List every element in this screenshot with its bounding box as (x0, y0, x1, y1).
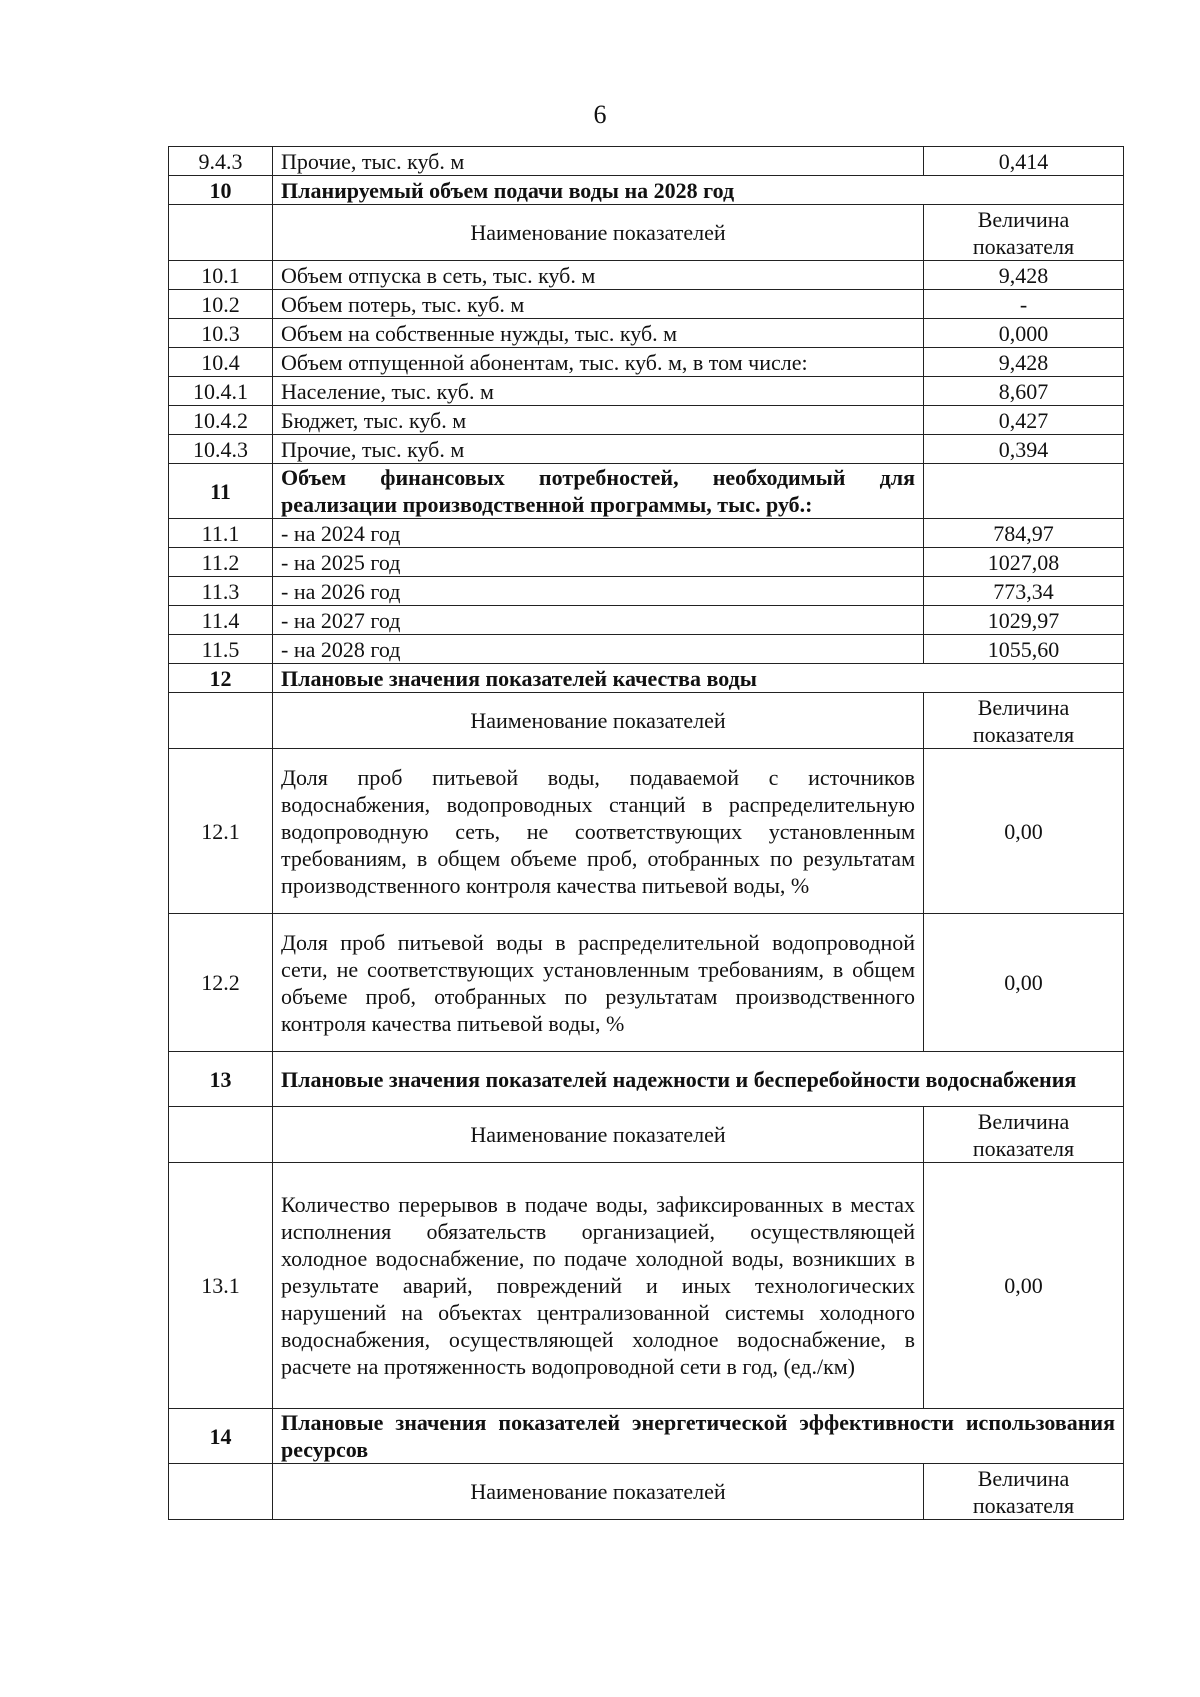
row-number: 10.3 (169, 319, 273, 348)
row-value: 0,414 (924, 147, 1124, 176)
row-number: 9.4.3 (169, 147, 273, 176)
header-value-cell: Величина показателя (924, 693, 1124, 749)
section-row (169, 664, 1124, 693)
header-empty-cell (169, 1464, 273, 1520)
row-number: 10.1 (169, 261, 273, 290)
row-value: - (924, 290, 1124, 319)
table-row (169, 406, 1124, 435)
row-value: 0,00 (924, 1163, 1124, 1409)
table-row (169, 749, 1124, 914)
row-name: Бюджет, тыс. куб. м (273, 406, 924, 435)
section-title: Плановые значения показателей энергетической эффективности использования ресурсов (273, 1409, 1124, 1464)
table-row (169, 1163, 1124, 1409)
row-value: 9,428 (924, 348, 1124, 377)
header-value-cell: Величина показателя (924, 1107, 1124, 1163)
table-row (169, 319, 1124, 348)
row-name: - на 2025 год (273, 548, 924, 577)
section-title: Плановые значения показателей надежности и бесперебойности водоснабжения (273, 1052, 1124, 1107)
header-empty-cell (169, 205, 273, 261)
header-row (169, 1464, 1124, 1520)
section-number: 14 (169, 1409, 273, 1464)
row-name: - на 2026 год (273, 577, 924, 606)
header-empty-cell (169, 1107, 273, 1163)
row-value: 784,97 (924, 519, 1124, 548)
section-number: 10 (169, 176, 273, 205)
row-value: 9,428 (924, 261, 1124, 290)
table-row (169, 147, 1124, 176)
row-number: 10.2 (169, 290, 273, 319)
row-name: Объем отпущенной абонентам, тыс. куб. м, в том числе: (273, 348, 924, 377)
row-number: 12.1 (169, 749, 273, 914)
row-value: 773,34 (924, 577, 1124, 606)
section-number: 12 (169, 664, 273, 693)
header-empty-cell (169, 693, 273, 749)
row-name: Доля проб питьевой воды в распределительной водопроводной сети, не соответствующих установленным требованиям, в общем объеме проб, отобранных по результатам производственного контроля качества питьевой воды, % (273, 914, 924, 1052)
row-name: - на 2028 год (273, 635, 924, 664)
row-value: 8,607 (924, 377, 1124, 406)
row-number: 11.5 (169, 635, 273, 664)
row-name: - на 2024 год (273, 519, 924, 548)
row-name: Население, тыс. куб. м (273, 377, 924, 406)
section-row (169, 1052, 1124, 1107)
row-value: 0,394 (924, 435, 1124, 464)
table-row (169, 635, 1124, 664)
header-value-cell: Величина показателя (924, 205, 1124, 261)
row-value: 0,000 (924, 319, 1124, 348)
section-number: 13 (169, 1052, 273, 1107)
row-number: 11.3 (169, 577, 273, 606)
row-number: 10.4.3 (169, 435, 273, 464)
table-row (169, 606, 1124, 635)
row-value: 0,00 (924, 914, 1124, 1052)
header-name-cell: Наименование показателей (273, 1107, 924, 1163)
row-number: 11.2 (169, 548, 273, 577)
header-value-cell: Величина показателя (924, 1464, 1124, 1520)
section-row (169, 1409, 1124, 1464)
row-number: 10.4 (169, 348, 273, 377)
section-number: 11 (169, 464, 273, 519)
table-row (169, 519, 1124, 548)
row-number: 11.1 (169, 519, 273, 548)
section-title: Планируемый объем подачи воды на 2028 год (273, 176, 1124, 205)
section-title: Объем финансовых потребностей, необходимый для реализации производственной программы, тыс. руб.: (273, 464, 924, 519)
section-row (169, 176, 1124, 205)
table-row (169, 577, 1124, 606)
row-name: Количество перерывов в подаче воды, зафиксированных в местах исполнения обязательств организацией, осуществляющей холодное водоснабжение, по подаче холодной воды, возникших в результате аварий, повреждений и иных технологических нарушений на объектах централизованной системы холодного водоснабжения, осуществляющей холодное водоснабжение, в расчете на протяженность водопроводной сети в год, (ед./км) (273, 1163, 924, 1409)
header-row (169, 693, 1124, 749)
page-number: 6 (593, 100, 607, 129)
header-row (169, 1107, 1124, 1163)
row-number: 10.4.2 (169, 406, 273, 435)
row-value: 0,427 (924, 406, 1124, 435)
table-row (169, 914, 1124, 1052)
row-name: Объем потерь, тыс. куб. м (273, 290, 924, 319)
header-name-cell: Наименование показателей (273, 693, 924, 749)
row-number: 13.1 (169, 1163, 273, 1409)
table-row (169, 290, 1124, 319)
row-name: Объем на собственные нужды, тыс. куб. м (273, 319, 924, 348)
header-row (169, 205, 1124, 261)
table-row (169, 548, 1124, 577)
row-value: 1027,08 (924, 548, 1124, 577)
row-number: 11.4 (169, 606, 273, 635)
section-value-empty (924, 464, 1124, 519)
row-name: Объем отпуска в сеть, тыс. куб. м (273, 261, 924, 290)
header-name-cell: Наименование показателей (273, 1464, 924, 1520)
row-number: 10.4.1 (169, 377, 273, 406)
section-title: Плановые значения показателей качества воды (273, 664, 1124, 693)
table-row (169, 377, 1124, 406)
row-name: Доля проб питьевой воды, подаваемой с источников водоснабжения, водопроводных станций в распределительную водопроводную сеть, не соответствующих установленным требованиям, в общем объеме проб, отобранных по результатам производственного контроля качества питьевой воды, % (273, 749, 924, 914)
table-row (169, 435, 1124, 464)
header-name-cell: Наименование показателей (273, 205, 924, 261)
section-row (169, 464, 1124, 519)
table-row (169, 348, 1124, 377)
row-name: - на 2027 год (273, 606, 924, 635)
row-value: 0,00 (924, 749, 1124, 914)
row-name: Прочие, тыс. куб. м (273, 435, 924, 464)
row-value: 1029,97 (924, 606, 1124, 635)
row-name: Прочие, тыс. куб. м (273, 147, 924, 176)
indicators-table (168, 146, 1124, 1520)
row-value: 1055,60 (924, 635, 1124, 664)
row-number: 12.2 (169, 914, 273, 1052)
table-row (169, 261, 1124, 290)
